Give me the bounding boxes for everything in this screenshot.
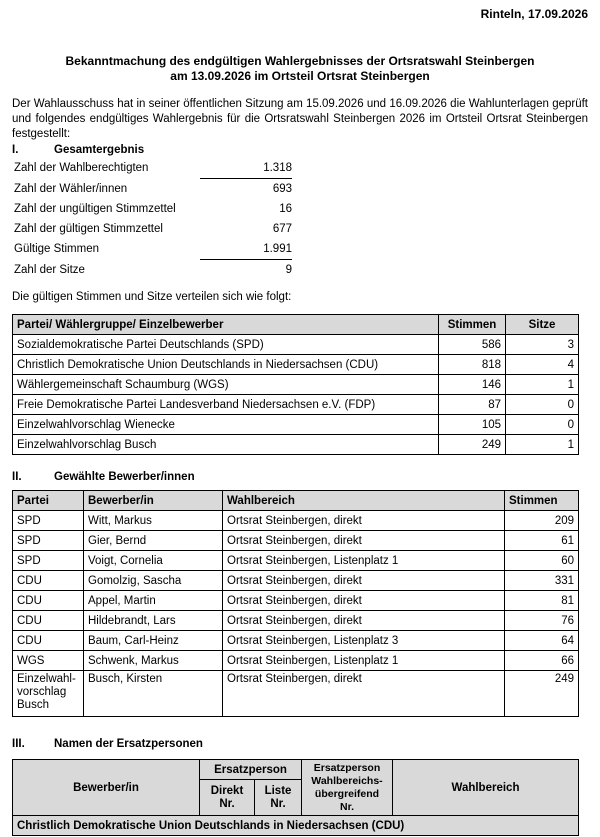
summary-value: 9 (285, 264, 292, 276)
elected-area: Ortsrat Steinbergen, Listenplatz 3 (223, 631, 505, 651)
header-line: Wahlbereichs- (311, 774, 383, 787)
header-area: Wahlbereich (393, 760, 579, 816)
elected-table (12, 490, 579, 717)
section-3-title: Namen der Ersatzpersonen (54, 738, 203, 750)
header-candidate: Bewerber/in (13, 760, 200, 816)
elected-party: WGS (13, 651, 84, 671)
party-name: Wählergemeinschaft Schaumburg (WGS) (13, 375, 439, 395)
header-area: Wahlbereich (223, 491, 505, 511)
section-3-number: III. (12, 738, 25, 750)
summary-row (14, 260, 292, 281)
header-line: Liste (264, 784, 292, 797)
elected-votes: 61 (505, 531, 579, 551)
party-name: Christlich Demokratische Union Deutschlands in Niedersachsen (CDU) (13, 355, 439, 375)
section-2-title: Gewählte Bewerber/innen (54, 471, 195, 483)
elected-candidate: Schwenk, Markus (84, 651, 223, 671)
header-line: Nr. (339, 800, 354, 813)
table-row (13, 355, 579, 375)
table-row (13, 375, 579, 395)
summary-value: 677 (272, 223, 292, 235)
summary-value: 1.318 (200, 158, 292, 179)
section-3-heading (12, 738, 203, 750)
elected-party: SPD (13, 531, 84, 551)
summary-value: 1.991 (200, 239, 292, 260)
header-liste (255, 780, 302, 816)
elected-votes: 60 (505, 551, 579, 571)
table-row (13, 591, 579, 611)
elected-area: Ortsrat Steinbergen, Listenplatz 1 (223, 651, 505, 671)
elected-candidate: Busch, Kirsten (84, 671, 223, 717)
table-row (13, 631, 579, 651)
party-name: Einzelwahlvorschlag Wienecke (13, 415, 439, 435)
header-votes: Stimmen (439, 315, 506, 335)
elected-candidate: Voigt, Cornelia (84, 551, 223, 571)
summary-label: Zahl der Sitze (14, 263, 85, 276)
summary-label: Gültige Stimmen (14, 243, 100, 256)
header-direkt (200, 780, 255, 816)
summary-table (14, 158, 292, 280)
elected-area: Ortsrat Steinbergen, direkt (223, 591, 505, 611)
elected-votes: 81 (505, 591, 579, 611)
header-party: Partei/ Wählergruppe/ Einzelbewerber (13, 315, 439, 335)
table-row (13, 551, 579, 571)
party-name: Freie Demokratische Partei Landesverband Niedersachsen e.V. (FDP) (13, 395, 439, 415)
summary-row (14, 179, 292, 200)
party-seats: 1 (506, 375, 579, 395)
summary-row (14, 158, 292, 179)
party-votes: 87 (439, 395, 506, 415)
section-1-number: I. (12, 144, 19, 156)
table-row (13, 335, 579, 355)
section-1-heading (12, 144, 144, 156)
elected-candidate: Hildebrandt, Lars (84, 611, 223, 631)
elected-votes: 64 (505, 631, 579, 651)
summary-row (14, 239, 292, 260)
elected-area: Ortsrat Steinbergen, Listenplatz 1 (223, 551, 505, 571)
document-title (0, 54, 600, 84)
header-uebergreifend (302, 760, 393, 816)
elected-votes: 66 (505, 651, 579, 671)
elected-votes: 249 (505, 671, 579, 717)
party-line-1: Einzelwahl- (17, 673, 76, 685)
group-row (13, 816, 579, 836)
table-row (13, 511, 579, 531)
party-votes: 249 (439, 435, 506, 455)
table-header-row (13, 491, 579, 511)
elected-area: Ortsrat Steinbergen, direkt (223, 611, 505, 631)
party-seats: 1 (506, 435, 579, 455)
substitutes-table (12, 759, 579, 836)
elected-area: Ortsrat Steinbergen, direkt (223, 671, 505, 717)
section-2-number: II. (12, 471, 22, 483)
party-votes: 586 (439, 335, 506, 355)
elected-party: CDU (13, 631, 84, 651)
summary-label: Zahl der Wahlberechtigten (14, 162, 149, 175)
party-seats: 0 (506, 395, 579, 415)
table-row (13, 651, 579, 671)
elected-party: SPD (13, 511, 84, 531)
summary-row (14, 219, 292, 239)
party-line-2: vorschlag (17, 686, 67, 698)
elected-candidate: Appel, Martin (84, 591, 223, 611)
header-line: Ersatzperson (313, 761, 381, 774)
header-line: Nr. (219, 797, 235, 810)
party-seats: 3 (506, 335, 579, 355)
elected-votes: 209 (505, 511, 579, 531)
header-candidate: Bewerber/in (84, 491, 223, 511)
elected-party: SPD (13, 551, 84, 571)
party-name: Sozialdemokratische Partei Deutschlands (SPD) (13, 335, 439, 355)
elected-candidate: Gomolzig, Sascha (84, 571, 223, 591)
table-row (13, 395, 579, 415)
header-party: Partei (13, 491, 84, 511)
table-row (13, 671, 579, 717)
party-votes: 146 (439, 375, 506, 395)
header-seats: Sitze (506, 315, 579, 335)
header-ersatzperson: Ersatzperson (200, 760, 302, 780)
party-seats: 4 (506, 355, 579, 375)
summary-row (14, 199, 292, 219)
party-line-3: Busch (17, 699, 49, 711)
table-row (13, 531, 579, 551)
party-votes: 105 (439, 415, 506, 435)
summary-label: Zahl der gültigen Stimmzettel (14, 223, 163, 235)
elected-candidate: Witt, Markus (84, 511, 223, 531)
header-line: Nr. (270, 797, 286, 810)
table-header-row (13, 760, 579, 780)
summary-label: Zahl der Wähler/innen (14, 182, 128, 195)
elected-area: Ortsrat Steinbergen, direkt (223, 571, 505, 591)
table-row (13, 571, 579, 591)
header-line: übergreifend (314, 787, 380, 800)
distribution-text: Die gültigen Stimmen und Sitze verteilen sich wie folgt: (12, 291, 292, 303)
elected-area: Ortsrat Steinbergen, direkt (223, 511, 505, 531)
elected-candidate: Baum, Carl-Heinz (84, 631, 223, 651)
elected-party: CDU (13, 571, 84, 591)
summary-value: 693 (272, 183, 292, 195)
summary-value: 16 (279, 203, 292, 215)
section-1-title: Gesamtergebnis (54, 144, 145, 156)
intro-paragraph: Der Wahlausschuss hat in seiner öffentlichen Sitzung am 15.09.2026 und 16.09.2026 die Wahlunterlagen geprüft und folgendes endgültiges Wahlergebnis für die Ortsratswahl Steinbergen 2026 im Ortsteil Ortsrat Steinbergen festgestellt: (12, 98, 588, 140)
group-row-label: Christlich Demokratische Union Deutschlands in Niedersachsen (CDU) (13, 816, 579, 836)
table-row (13, 611, 579, 631)
header-line: Direkt (210, 784, 244, 797)
date-line: Rinteln, 17.09.2026 (480, 7, 588, 21)
elected-party: CDU (13, 591, 84, 611)
section-2-heading (12, 471, 195, 483)
summary-label: Zahl der ungültigen Stimmzettel (14, 203, 176, 215)
party-name: Einzelwahlvorschlag Busch (13, 435, 439, 455)
table-header-row (13, 315, 579, 335)
table-row (13, 435, 579, 455)
party-seats: 0 (506, 415, 579, 435)
parties-table (12, 314, 579, 455)
elected-votes: 76 (505, 611, 579, 631)
elected-votes: 331 (505, 571, 579, 591)
elected-candidate: Gier, Bernd (84, 531, 223, 551)
elected-party-multiline (13, 671, 84, 717)
party-votes: 818 (439, 355, 506, 375)
elected-party: CDU (13, 611, 84, 631)
table-row (13, 415, 579, 435)
elected-area: Ortsrat Steinbergen, direkt (223, 531, 505, 551)
header-votes: Stimmen (505, 491, 579, 511)
title-line-2: am 13.09.2026 im Ortsteil Ortsrat Steinbergen (170, 69, 430, 83)
title-line-1: Bekanntmachung des endgültigen Wahlergebnisses der Ortsratswahl Steinbergen (65, 54, 535, 68)
